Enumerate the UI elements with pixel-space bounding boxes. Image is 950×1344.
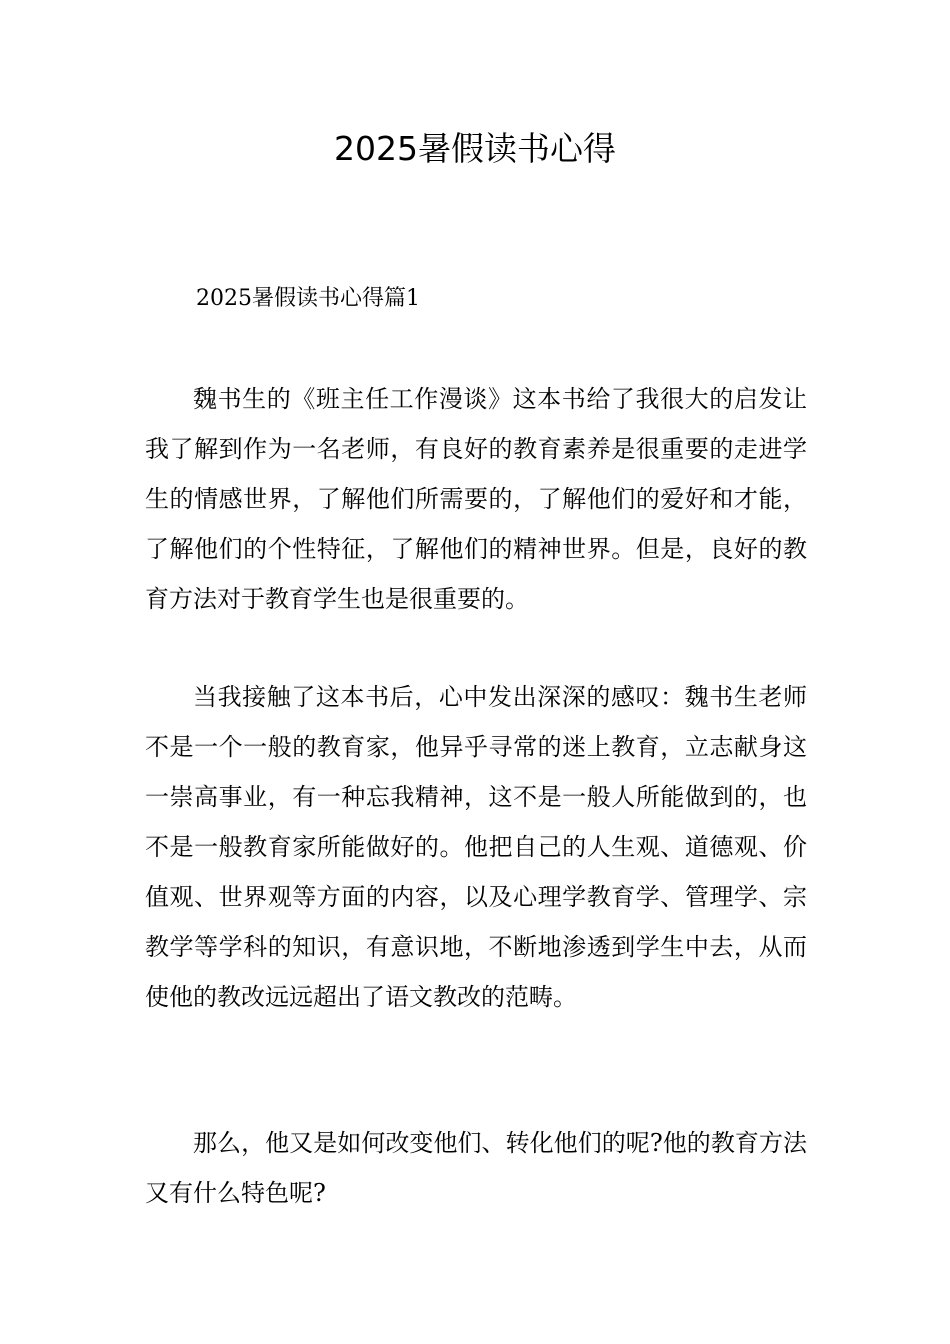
paragraph-2: 当我接触了这本书后，心中发出深深的感叹：魏书生老师不是一个一般的教育家，他异乎寻常的迷上教育，立志献身这一崇高事业，有一种忘我精神，这不是一般人所能做到的，也不是一般教育家所能做好的。他把自己的人生观、道德观、价值观、世界观等方面的内容，以及心理学教育学、管理学、宗教学等学科的知识，有意识地，不断地渗透到学生中去，从而使他的教改远远超出了语文教改的范畴。 [145, 683, 807, 1011]
section-heading: 2025暑假读书心得篇1 [196, 286, 420, 311]
paragraph-1: 魏书生的《班主任工作漫谈》这本书给了我很大的启发让我了解到作为一名老师，有良好的教育素养是很重要的走进学生的情感世界，了解他们所需要的，了解他们的爱好和才能，了解他们的个性特征，了解他们的精神世界。但是，良好的教育方法对于教育学生也是很重要的。 [145, 385, 807, 613]
document-title: 2025暑假读书心得 [334, 129, 616, 168]
paragraph-3: 那么，他又是如何改变他们、转化他们的呢?他的教育方法又有什么特色呢? [145, 1129, 807, 1207]
